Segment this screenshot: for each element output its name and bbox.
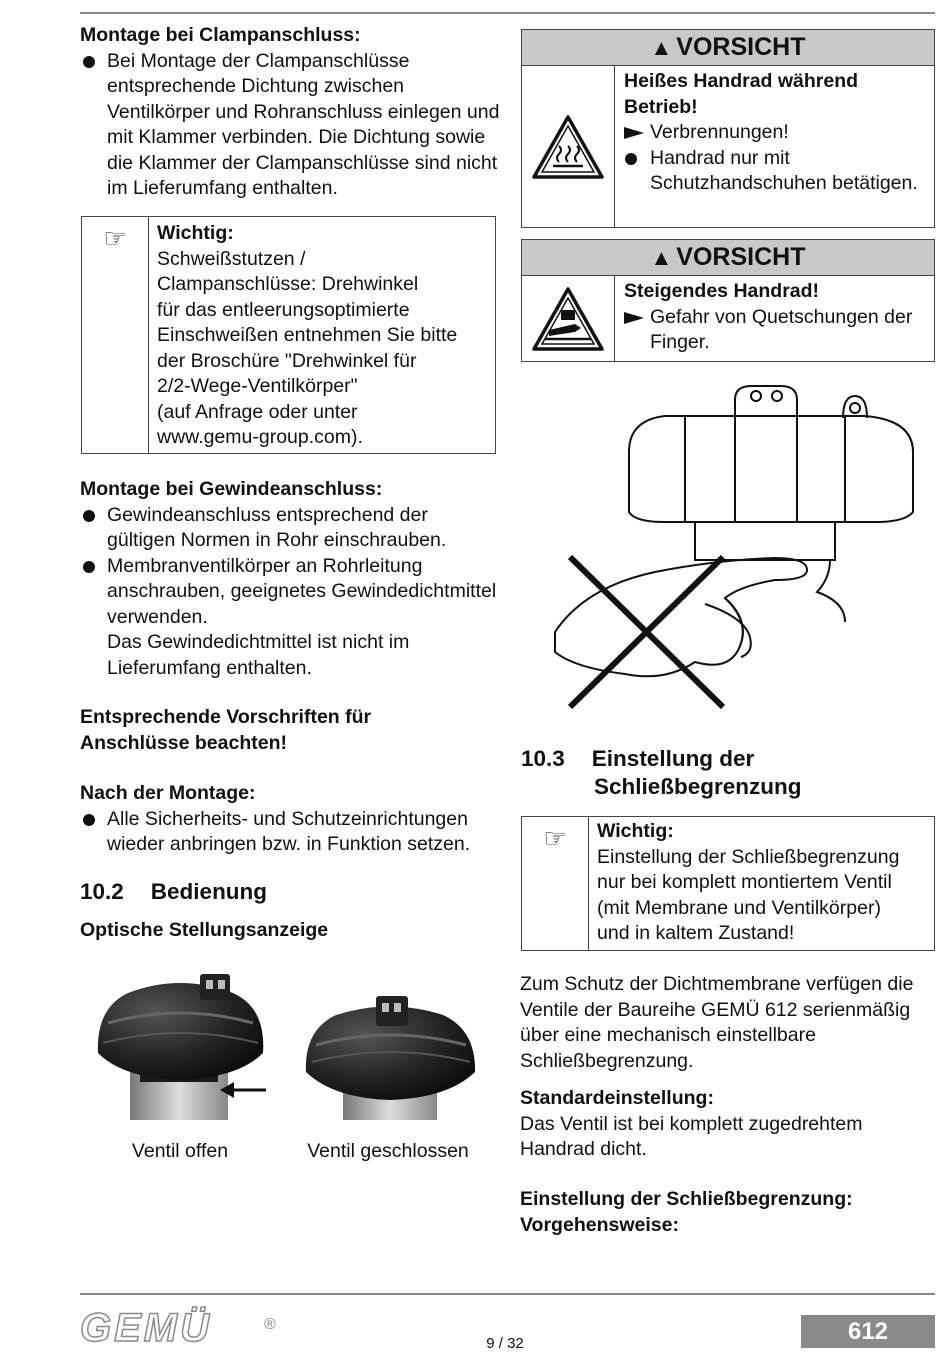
position-indicator-heading: Optische Stellungsanzeige (80, 919, 329, 941)
note-line: Einschweißen entnehmen Sie bitte (157, 324, 458, 346)
after-bullet: Alle Sicherheits- und Schutzeinrichtungen wieder anbringen bzw. in Funktion setzen. (80, 807, 500, 858)
note-line: 2/2-Wege-Ventilkörper" (157, 375, 358, 397)
warning-triangle-icon: ▲ (650, 244, 673, 270)
caution-box-hot-handwheel (521, 29, 935, 228)
caution-header: ▲ VORSICHT (522, 30, 934, 66)
caution-title: Steigendes Handrad! (624, 280, 820, 302)
page-number: 9 / 32 (486, 1335, 524, 1352)
rules-note: Entsprechende Vorschriften für Anschlüsse beachten! (80, 706, 372, 754)
hand-crush-warning-icon (522, 276, 615, 361)
note-title: Wichtig: (597, 820, 674, 842)
closing-limit-paragraph: Zum Schutz der Dichtmembrane verfügen die Ventile der Baureihe GEMÜ 612 serienmäßig über eine mechanisch einstellbare Schließbegrenzung. (520, 973, 914, 1072)
valve-closed-image (298, 990, 483, 1120)
clamp-heading: Montage bei Clampanschluss: (80, 24, 361, 46)
thread-bullet: Membranventilkörper an Rohrleitung anschrauben, geeignetes Gewindedichtmittel verwenden. Das Gewindedichtmittel ist nicht im Lieferumfang enthalten. (80, 554, 500, 682)
section-10-3-heading: 10.3 Einstellung der Schließbegrenzung (521, 746, 802, 799)
note-line: nur bei komplett montiertem Ventil (597, 871, 892, 893)
note-line: www.gemu-group.com). (157, 426, 363, 448)
note-line: für das entleerungsoptimierte (157, 298, 410, 321)
thread-heading: Montage bei Gewindeanschluss: (80, 478, 383, 500)
gemu-logo: GEMÜ (80, 1306, 212, 1350)
important-note-left (81, 216, 496, 454)
model-badge: 612 (801, 1315, 935, 1348)
note-title: Wichtig: (157, 222, 234, 244)
note-line: (mit Membrane und Ventilkörper) (597, 896, 881, 919)
caption-valve-closed: Ventil geschlossen (307, 1140, 469, 1162)
hot-surface-warning-icon (522, 66, 615, 227)
caption-valve-open: Ventil offen (131, 1140, 229, 1162)
top-rule (80, 12, 935, 14)
note-line: und in kaltem Zustand! (597, 922, 795, 944)
note-line: Schweißstutzen / (157, 247, 306, 270)
thread-section (80, 477, 500, 681)
note-line: Clampanschlüsse: Drehwinkel (157, 273, 419, 295)
clamp-bullet: Bei Montage der Clampanschlüsse entsprechende Dichtung zwischen Ventilkörper und Rohranschluss einlegen und mit Klammer verbinden. Die Dichtung sowie die Klammer der Clampanschlüsse sind nicht im Lieferumfang enthalten. (80, 49, 500, 202)
procedure-heading: Einstellung der Schließbegrenzung: Vorgehensweise: (520, 1188, 853, 1236)
caution-title: Heißes Handrad während Betrieb! (624, 70, 859, 118)
note-line: Einstellung der Schließbegrenzung (597, 845, 900, 868)
valve-open-image (88, 968, 273, 1120)
standard-setting-heading: Standardeinstellung: (520, 1087, 714, 1109)
after-heading: Nach der Montage: (80, 782, 256, 804)
caution-box-rising-handwheel (521, 239, 935, 362)
footer-rule (80, 1293, 935, 1295)
important-note-right (521, 816, 935, 951)
consequence-line: Gefahr von Quetschungen der Finger. (624, 305, 926, 356)
measure-line: Handrad nur mit Schutzhandschuhen betätigen. (624, 146, 926, 197)
pointing-hand-icon: ☞ (522, 817, 589, 950)
pointing-hand-icon: ☞ (82, 217, 149, 453)
note-line: (auf Anfrage oder unter (157, 400, 358, 423)
section-10-2-heading: 10.2 Bedienung (80, 879, 268, 904)
clamp-section (80, 23, 500, 202)
standard-setting-text: Das Ventil ist bei komplett zugedrehtem Handrad dicht. (520, 1112, 863, 1160)
registered-mark: ® (264, 1316, 276, 1333)
caution-header: ▲ VORSICHT (522, 240, 934, 276)
after-section (80, 781, 500, 858)
consequence-line: Verbrennungen! (624, 120, 926, 146)
standard-setting (520, 1086, 930, 1163)
note-line: der Broschüre "Drehwinkel für (157, 349, 417, 372)
hand-under-handwheel-illustration (545, 382, 930, 712)
thread-bullet: Gewindeanschluss entsprechend der gültigen Normen in Rohr einschrauben. (80, 503, 500, 554)
warning-triangle-icon: ▲ (650, 34, 673, 60)
